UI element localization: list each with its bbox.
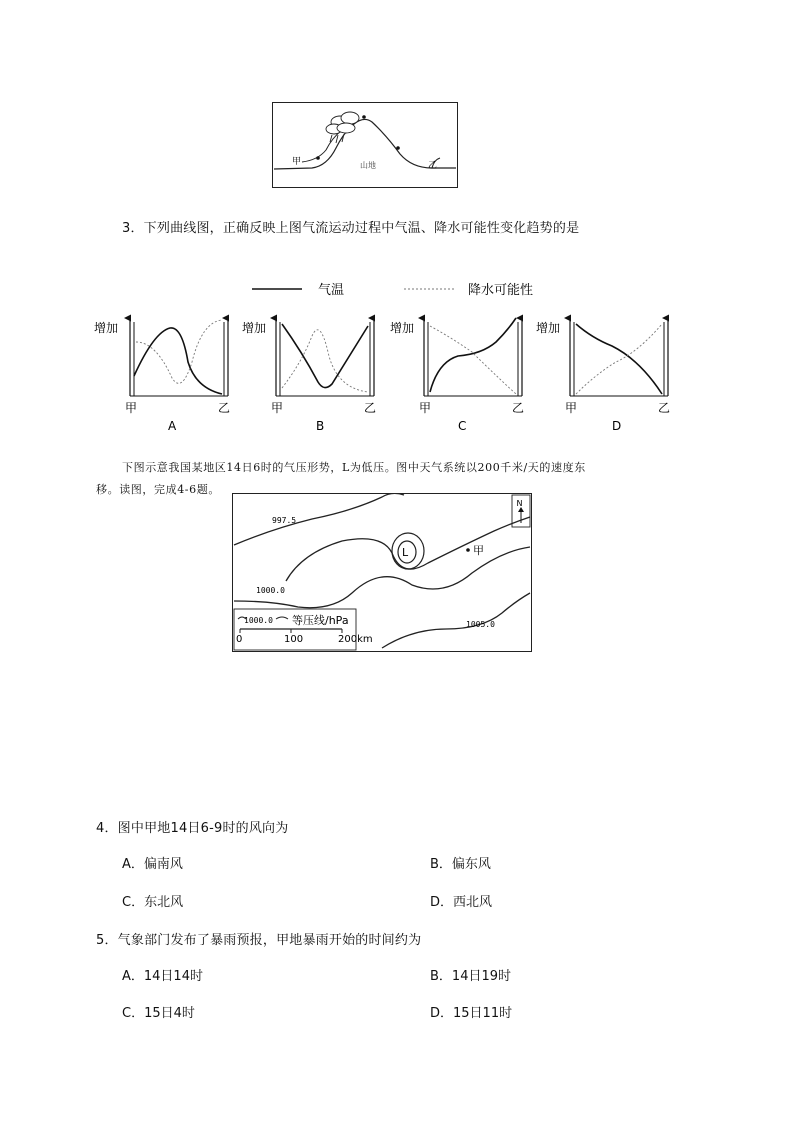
- svg-text:N: N: [516, 499, 523, 508]
- question-3-text: 3．下列曲线图，正确反映上图气流运动过程中气温、降水可能性变化趋势的是: [122, 221, 580, 236]
- panel-a-ylabel: 增加: [94, 321, 119, 335]
- scale-200: 200km: [338, 634, 373, 645]
- panel-a-label: A: [168, 419, 177, 433]
- panel-b-label: B: [316, 419, 325, 433]
- q4-option-a[interactable]: A．偏南风: [122, 857, 183, 872]
- panel-d-label: D: [612, 419, 622, 433]
- q5-option-d[interactable]: D．15日11时: [430, 1006, 513, 1021]
- scale-0: 0: [236, 634, 243, 645]
- low-label: L: [402, 546, 409, 559]
- legend-iso-label: 等压线/hPa: [292, 614, 349, 627]
- panel-d-ylabel: 增加: [536, 321, 561, 335]
- panel-b: [242, 318, 376, 433]
- panel-b-xend: 乙: [364, 401, 377, 415]
- map-legend: [234, 609, 373, 650]
- q3-panels: [92, 312, 692, 437]
- legend-precip-label: 降水可能性: [468, 283, 534, 298]
- panel-b-xstart: 甲: [271, 401, 284, 415]
- panel-c-xstart: 甲: [419, 401, 432, 415]
- q4-option-d[interactable]: D．西北风: [430, 895, 493, 910]
- place-jia-label: 甲: [473, 544, 484, 557]
- panel-c: [390, 318, 524, 433]
- fig1-label-shandi: 山地: [360, 161, 376, 170]
- q5-option-b[interactable]: B．14日19时: [430, 969, 512, 984]
- legend-temp-label: 气温: [318, 283, 345, 298]
- iso-label-1005: 1005.0: [466, 620, 495, 629]
- question-4-text: 4．图中甲地14日6-9时的风向为: [96, 821, 289, 836]
- panel-b-ylabel: 增加: [242, 321, 267, 335]
- q3-legend: [240, 278, 570, 300]
- panel-c-xend: 乙: [512, 401, 525, 415]
- question-5-text: 5．气象部门发布了暴雨预报，甲地暴雨开始的时间约为: [96, 933, 422, 948]
- panel-d-xend: 乙: [658, 401, 671, 415]
- q5-option-c[interactable]: C．15日4时: [122, 1006, 195, 1021]
- place-jia-dot: [466, 548, 470, 552]
- q4-option-c[interactable]: C．东北风: [122, 895, 184, 910]
- intro-line-2: 移。读图，完成4-6题。: [96, 483, 220, 496]
- panel-a-xstart: 甲: [125, 401, 138, 415]
- legend-iso-value: 1000.0: [244, 616, 273, 625]
- isobar-map: [232, 493, 532, 652]
- fig1-label-jia: 甲: [292, 157, 302, 167]
- intro-line-1: 下图示意我国某地区14日6时的气压形势，L为低压。图中天气系统以200千米/天的速度东: [122, 461, 586, 474]
- panel-c-ylabel: 增加: [390, 321, 415, 335]
- iso-label-9975: 997.5: [272, 516, 297, 525]
- fig1-label-yi: 乙: [428, 161, 438, 171]
- iso-label-1000: 1000.0: [256, 586, 285, 595]
- q4-option-b[interactable]: B．偏东风: [430, 857, 491, 872]
- panel-d: [536, 318, 670, 433]
- panel-a: [94, 318, 230, 433]
- panel-c-label: C: [458, 419, 467, 433]
- panel-a-xend: 乙: [218, 401, 231, 415]
- scale-100: 100: [284, 634, 304, 645]
- q5-option-a[interactable]: A．14日14时: [122, 969, 203, 984]
- panel-d-xstart: 甲: [565, 401, 578, 415]
- mountain-airflow-figure: [272, 102, 458, 188]
